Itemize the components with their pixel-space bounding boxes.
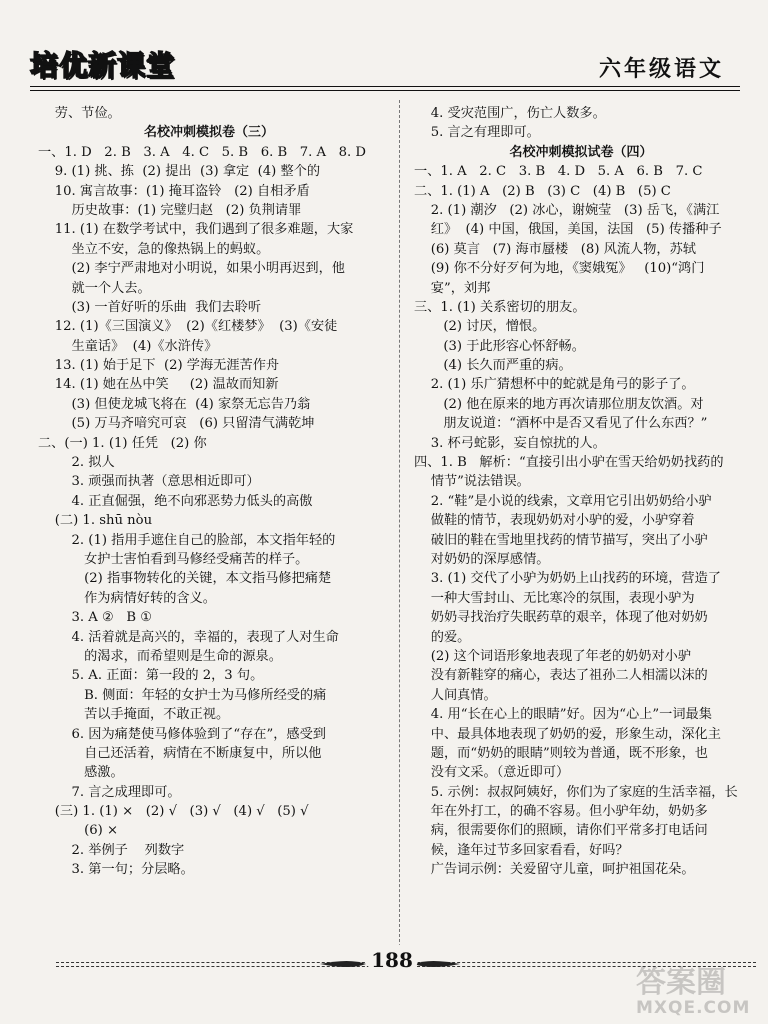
answer-line: 对奶奶的深厚感情。 (414, 551, 550, 567)
section-title: 名校冲刺模拟卷（三） (143, 125, 274, 141)
answer-line: (4) 长久而严重的病。 (414, 358, 572, 374)
answer-line: 生童话》 (4)《水浒传》 (38, 338, 218, 354)
answer-line: 4. 受灾范围广，伤亡人数多。 (414, 106, 606, 121)
answer-line: (2) 他在原来的地方再次请那位朋友饮酒。对 (414, 396, 704, 412)
answer-line: 4. 用“长在心上的眼睛”好。因为“心上”一词最集 (414, 707, 712, 723)
answer-line: 2. (1) 潮汐 (2) 冰心，谢婉莹 (3) 岳飞，《满江 (414, 202, 720, 218)
answer-line: 2. (1) 指用手遮住自己的脸部，本文指年轻的 (38, 532, 336, 548)
answer-line: (二) 1. shū nòu (38, 513, 153, 529)
answer-line: 四、1. B 解析：“直接引出小驴在雪天给奶奶找药的 (414, 455, 724, 471)
answer-line: 宴”，刘邦 (414, 280, 491, 296)
answer-line: 没有新鞋穿的痛心，表达了祖孙二人相濡以沫的 (414, 668, 708, 684)
answer-line: 10. 寓言故事：(1) 掩耳盗铃 (2) 自相矛盾 (38, 183, 310, 199)
watermark-text: 答案圈 (636, 965, 726, 1000)
answer-line: 红》 (4) 中国，俄国，美国，法国 (5) 传播种子 (414, 222, 722, 238)
answer-line: 3. (1) 交代了小驴为奶奶上山找药的环境，营造了 (414, 571, 721, 587)
watermark (636, 965, 760, 1020)
answer-line: 朋友说道：“酒杯中是否又看见了什么东西？” (414, 416, 708, 432)
answer-line: 14. (1) 她在丛中笑 (2) 温故而知新 (38, 377, 279, 393)
answer-line: 候，逢年过节多回家看看，好吗？ (414, 842, 629, 858)
answer-line: 女护士害怕看到马修经受痛苦的样子。 (38, 551, 309, 567)
answer-line: (5) 万马齐喑究可哀 (6) 只留清气满乾坤 (38, 416, 315, 432)
answer-line: 11. (1) 在数学考试中，我们遇到了很多难题，大家 (38, 222, 354, 238)
answer-line: 中、最具体地表现了奶奶的爱，形象生动，深化主 (414, 726, 721, 742)
page-number: 188 (366, 944, 418, 976)
answer-line: 一、1. D 2. B 3. A 4. C 5. B 6. B 7. A 8. D (38, 144, 366, 160)
answer-line: (3) 但使龙城飞将在 (4) 家祭无忘告乃翁 (38, 396, 311, 412)
column-divider (399, 100, 400, 962)
answer-line: 情节”说法错误。 (414, 474, 530, 490)
answer-line: 三、1. (1) 关系密切的朋友。 (414, 299, 586, 315)
answer-line: 坐立不安，急的像热锅上的蚂蚁。 (38, 241, 270, 257)
answer-line: 2. 举例子 列数字 (38, 842, 185, 858)
answer-line: 2. 拟人 (38, 455, 115, 471)
answer-line: 3. A ② B ① (38, 610, 153, 626)
answer-line: 作为病情好转的含义。 (38, 590, 216, 606)
answer-line: 3. 顽强而执著（意思相近即可） (38, 474, 260, 490)
answer-line: 广告词示例：关爱留守儿童，呵护祖国花朵。 (414, 862, 695, 878)
answer-line: 13. (1) 始于足下 (2) 学海无涯苦作舟 (38, 358, 280, 374)
answer-line: 一、1. A 2. C 3. B 4. D 5. A 6. B 7. C (414, 164, 703, 180)
answer-line: (2) 讨厌，憎恨。 (414, 319, 546, 335)
header-rule (30, 86, 740, 87)
answer-line: (三) 1. (1) × (2) √ (3) √ (4) √ (5) √ (38, 804, 309, 820)
answer-line: (9) 你不分好歹何为地，《窦娥冤》 (10)“鸿门 (414, 261, 705, 277)
answer-line: 感激。 (38, 765, 124, 781)
answer-line: (3) 一首好听的乐曲 我们去聆听 (38, 299, 262, 315)
answer-line: 劳、节俭。 (38, 106, 121, 121)
answer-line: 苦以手掩面，不敢正视。 (38, 707, 230, 723)
answer-line: 题，而“奶奶的眼睛”则较为普通，既不形象，也 (414, 745, 708, 761)
answer-line: 做鞋的情节，表现奶奶对小驴的爱，小驴穿着 (414, 513, 695, 529)
answer-line: B. 侧面：年轻的女护士为马修所经受的痛 (38, 687, 327, 703)
answer-line: 奶奶寻找治疗失眠药草的艰辛，体现了他对奶奶 (414, 610, 708, 626)
answer-line: 的爱。 (414, 629, 471, 645)
answer-line: 一种大雪封山、无比寒冷的氛围，表现小驴为 (414, 590, 695, 606)
answer-line: 人间真情。 (414, 687, 497, 703)
answer-line: 3. 第一句；分层略。 (38, 862, 194, 878)
subject-title: 六年级语文 (598, 57, 724, 82)
answer-line: 3. 杯弓蛇影，妄自惊扰的人。 (414, 435, 606, 451)
answer-line: 自己还活着，病情在不断康复中，所以他 (38, 745, 322, 761)
answer-line: (3) 于此形容心怀舒畅。 (414, 338, 585, 354)
answer-line: 12. (1)《三国演义》 (2)《红楼梦》 (3)《安徒 (38, 319, 338, 335)
header-rule-thin (30, 90, 740, 91)
answer-line: 5. 示例：叔叔阿姨好，你们为了家庭的生活幸福，长 (414, 784, 738, 800)
brand-logo: 培优新课堂 (30, 49, 176, 82)
section-title: 名校冲刺模拟试卷（四） (509, 144, 653, 160)
page-header (0, 0, 768, 100)
answer-line: 6. 因为痛楚使马修体验到了“存在”，感受到 (38, 726, 326, 742)
answer-line: 4. 正直倔强，绝不向邪恶势力低头的高傲 (38, 493, 313, 509)
answer-line: 二、1. (1) A (2) B (3) C (4) B (5) C (414, 183, 671, 199)
answer-line: 5. A. 正面：第一段的 2，3 句。 (38, 668, 264, 684)
answer-line: 5. 言之有理即可。 (414, 125, 540, 141)
answer-column-right (414, 104, 748, 880)
answer-line: 病，很需要你们的照顾，请你们平常多打电话问 (414, 823, 708, 839)
watermark-url: MXQE.COM (636, 998, 751, 1018)
answer-line: 破旧的鞋在雪地里找药的情节描写，突出了小驴 (414, 532, 708, 548)
answer-line: 历史故事：(1) 完璧归赵 (2) 负荆请罪 (38, 202, 302, 218)
answer-line: 2. “鞋”是小说的线索，文章用它引出奶奶给小驴 (414, 493, 712, 509)
answer-line: 2. (1) 乐广猜想杯中的蛇就是角弓的影子了。 (414, 377, 695, 393)
answer-line: (2) 指事物转化的关键，本文指马修把痛楚 (38, 571, 332, 587)
answer-line: 二、(一) 1. (1) 任凭 (2) 你 (38, 435, 207, 451)
answer-line: 没有文采。（意近即可） (414, 765, 570, 781)
answer-line: (6) × (38, 823, 119, 839)
answer-line: 4. 活着就是高兴的，幸福的，表现了人对生命 (38, 629, 339, 645)
answer-line: (2) 这个词语形象地表现了年老的奶奶对小驴 (414, 648, 692, 664)
answer-line: (2) 李宁严肃地对小明说，如果小明再迟到，他 (38, 261, 345, 277)
answer-line: 就一个人去。 (38, 280, 151, 296)
answer-line: (6) 莫言 (7) 海市蜃楼 (8) 风流人物，苏轼 (414, 241, 696, 257)
answer-line: 9. (1) 挑、拣 (2) 提出 (3) 拿定 (4) 整个的 (38, 164, 321, 180)
answer-column-left (38, 104, 380, 880)
answer-line: 7. 言之成理即可。 (38, 784, 181, 800)
answer-line: 的渴求，而希望则是生命的源泉。 (38, 648, 282, 664)
answer-line: 年在外打工，的确不容易。但小驴年幼，奶奶多 (414, 804, 708, 820)
